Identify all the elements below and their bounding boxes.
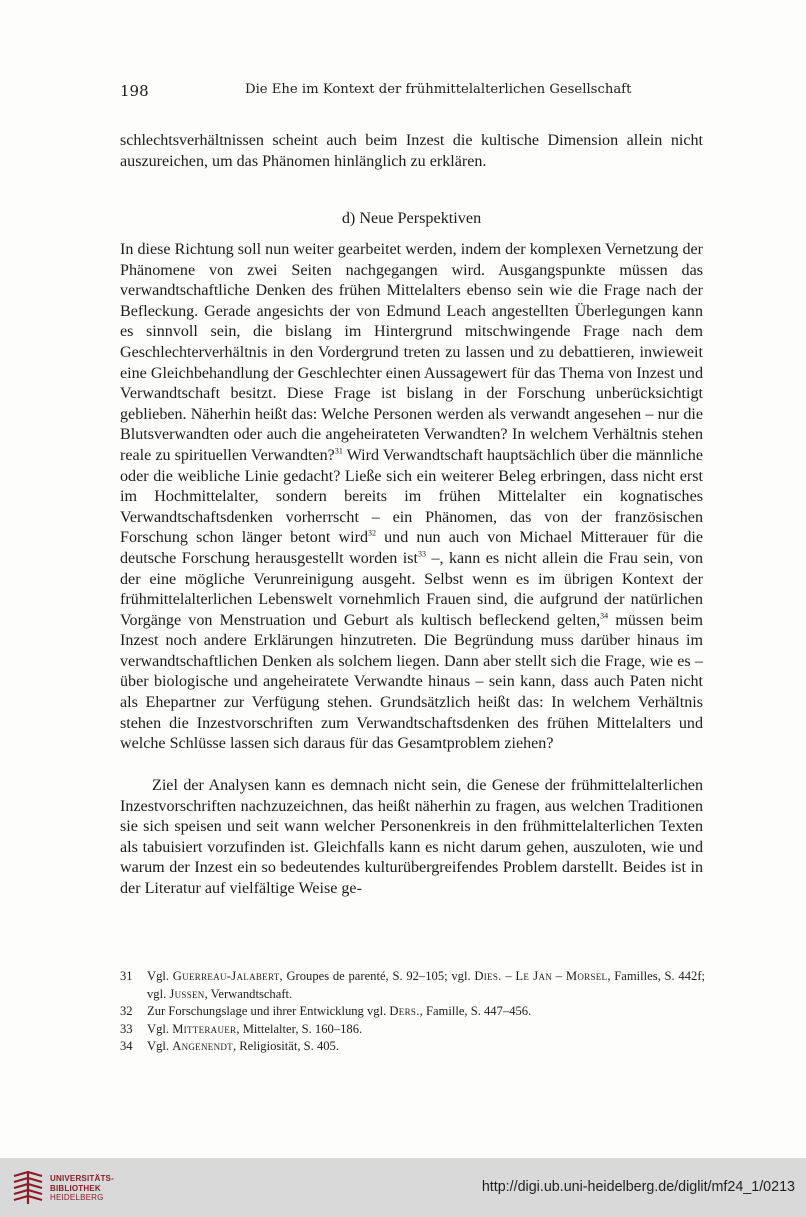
footnote-ref-33[interactable]: 33: [418, 549, 427, 559]
footnote-34: [120, 1038, 705, 1056]
footnote-number: 32: [120, 1004, 133, 1018]
footnote-text: Vgl. Mitterauer, Mittelalter, S. 160–186.: [147, 1021, 363, 1036]
intro-paragraph: schlechtsverhältnissen scheint auch beim Inzest die kultische Dimension allein nicht auszureichen, um das Phänomen hinlänglich zu erklären.: [120, 132, 703, 170]
running-title: Die Ehe im Kontext der frühmittelalterlichen Gesellschaft: [245, 82, 632, 97]
library-logo-text: UNIVERSITÄTS- BIBLIOTHEK HEIDELBERG: [50, 1174, 114, 1202]
section-heading: d) Neue Perspektiven: [341, 209, 482, 227]
main-paragraph: [120, 240, 703, 755]
footnote-text: Vgl. Angenendt, Religiosität, S. 405.: [147, 1039, 339, 1053]
main-text-4: –, kann es nicht allein die Frau sein, von der eine mögliche Verunreinigung ausgeht. Selbst wenn es im übrigen Kontext der frühmittelalterlichen Lebenswelt vornehmlich Frauen sind, die aufgrund der natürlichen Vorgänge von Menstruation und Geburt als kultisch befleckend gelten,: [120, 549, 703, 629]
page-url-link[interactable]: http://digi.ub.uni-heidelberg.de/diglit/mf24_1/0213: [481, 1179, 795, 1195]
footnote-number: 34: [120, 1039, 133, 1053]
footnote-number: 33: [120, 1021, 133, 1036]
main-text-3: und nun auch von Michael Mitterauer für die deutsche Forschung herausgestellt worden ist: [120, 529, 703, 567]
footnotes: [120, 968, 705, 1056]
footnote-31: [120, 968, 705, 1003]
footnote-32: [120, 1003, 705, 1021]
main-text-5: müssen beim Inzest noch andere Erklärungen hinzutreten. Die Begründung muss darüber hinaus im verwandtschaftlichen Denken als solchem liegen. Dann aber stellt sich die Frage, wie es – über biologische und angeheiratete Verwandte hinaus – sein kann, dass auch Paten nicht als Ehepartner zur Verfügung stehen. Grundsätzlich heißt das: In welchem Verhältnis stehen die Inzestvorschriften zum Verwandtschaftsdenken des frühen Mittelalters und welche Schlüsse lassen sich daraus für das Gesamtproblem ziehen?: [120, 611, 703, 753]
running-head: [120, 82, 705, 104]
footnote-ref-32[interactable]: 32: [368, 528, 376, 538]
footnote-ref-34[interactable]: 34: [600, 611, 609, 621]
footer-bar: [0, 1158, 806, 1217]
footnote-text: Vgl. Guerreau-Jalabert, Groupes de parenté, S. 92–105; vgl. Dies. – Le Jan – Morsel, Familles, S. 442f; vgl. Jussen, Verwandtschaft.: [147, 969, 706, 1001]
main-text-1: In diese Richtung soll nun weiter gearbeitet werden, indem der komplexen Vernetzung der Phänomene von zwei Seiten nachgegangen wird. Ausgangspunkte müssen das verwandtschaftliche Denken des frühen Mittelalters ebenso sein wie die Frage nach der Befleckung. Gerade angesichts der von Edmund Leach angestellten Überlegungen kann es sinnvoll sein, die bislang im Hintergrund mitschwingende Frage nach dem Geschlechterverhältnis in den Vordergrund treten zu lassen und zu debattieren, inwieweit eine Gleichbehandlung der Geschlechter einen Aussagewert für das Thema von Inzest und Verwandtschaft besitzt. Diese Frage ist bislang in der Forschung unberücksichtigt geblieben. Näherhin heißt das: Welche Personen werden als verwandt angesehen – nur die Blutsverwandten oder auch die angeheirateten Verwandten? In welchem Verhältnis stehen reale zu spirituellen Verwandten?: [120, 241, 703, 464]
main-text-2: Wird Verwandtschaft hauptsächlich über die männliche oder die weibliche Linie gedacht? Ließe sich ein weiterer Beleg erbringen, dass nicht erst im Hochmittelalter, sondern bereits im frühen Mittelalter ein kognatisches Verwandtschaftsdenken vorherrscht – ein Phänomen, das von der französischen Forschung schon länger betont wird: [120, 446, 703, 547]
library-logo[interactable]: [10, 1166, 114, 1210]
page-number: 198: [120, 82, 149, 100]
footnote-ref-31[interactable]: 31: [334, 446, 343, 456]
second-paragraph: Ziel der Analysen kann es demnach nicht sein, die Genese der frühmittelalterlichen Inzestvorschriften nachzuzeichnen, das heißt näherhin zu fragen, aus welchen Traditionen sie sich speisen und seit wann welcher Personenkreis in den frühmittelalterlichen Texten als tabuisiert vorzufinden ist. Gleichfalls kann es nicht darum gehen, auszuloten, wie und warum der Inzest ein so bedeutendes kulturübergreifendes Problem darstellt. Beides ist in der Literatur auf vielfältige Weise ge-: [120, 777, 703, 897]
footnote-33: [120, 1021, 705, 1039]
library-logo-icon: [10, 1170, 46, 1206]
footnote-number: 31: [120, 969, 133, 983]
footnote-text: Zur Forschungslage und ihrer Entwicklung vgl. Ders., Famille, S. 447–456.: [147, 1004, 532, 1018]
